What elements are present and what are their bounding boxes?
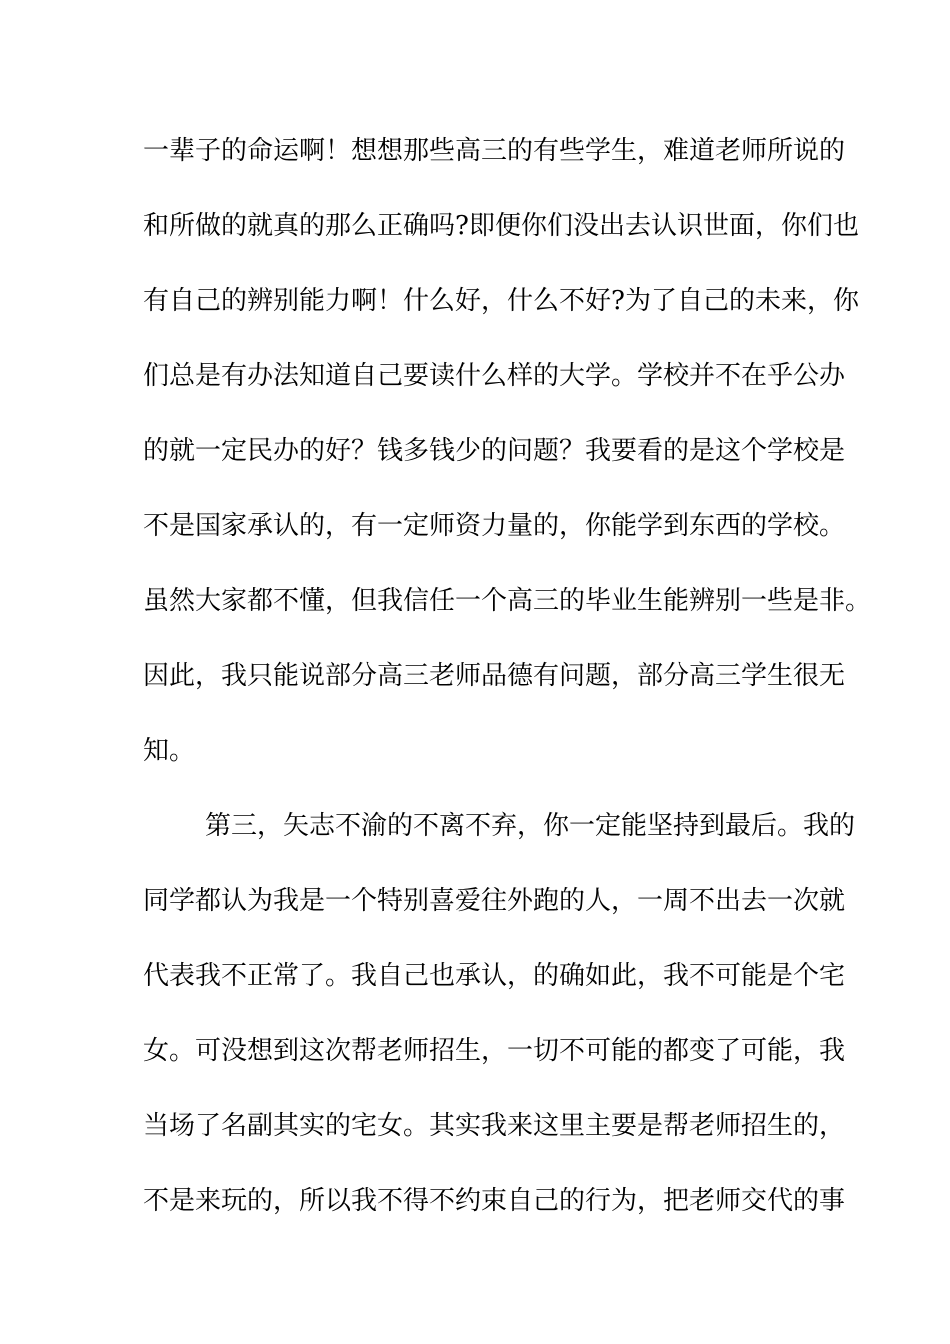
- text-line: 当场了名副其实的宅女。其实我来这里主要是帮老师招生的，: [143, 1111, 846, 1141]
- text-line: 和所做的就真的那么正确吗?即便你们没出去认识世面，你们也: [143, 211, 859, 241]
- text-line: 虽然大家都不懂，但我信任一个高三的毕业生能辨别一些是非。: [143, 586, 872, 616]
- text-line: 不是来玩的，所以我不得不约束自己的行为，把老师交代的事: [143, 1186, 846, 1216]
- text-line: 不是国家承认的，有一定师资力量的，你能学到东西的学校。: [143, 511, 846, 541]
- text-line: 有自己的辨别能力啊！什么好，什么不好?为了自己的未来，你: [143, 286, 859, 316]
- text-line: 一辈子的命运啊！想想那些高三的有些学生，难道老师所说的: [143, 136, 846, 166]
- text-line: 知。: [143, 736, 196, 766]
- text-line: 同学都认为我是一个特别喜爱往外跑的人，一周不出去一次就: [143, 886, 846, 916]
- text-line: 的就一定民办的好？钱多钱少的问题？我要看的是这个学校是: [143, 436, 846, 466]
- body-text: [143, 133, 872, 1258]
- text-line: 代表我不正常了。我自己也承认，的确如此，我不可能是个宅: [143, 961, 846, 991]
- text-line: 女。可没想到这次帮老师招生，一切不可能的都变了可能，我: [143, 1036, 846, 1066]
- paragraph-first-line: 第三，矢志不渝的不离不弃，你一定能坚持到最后。我的: [205, 811, 856, 841]
- text-line: 们总是有办法知道自己要读什么样的大学。学校并不在乎公办: [143, 361, 846, 391]
- text-line: 因此，我只能说部分高三老师品德有问题，部分高三学生很无: [143, 661, 846, 691]
